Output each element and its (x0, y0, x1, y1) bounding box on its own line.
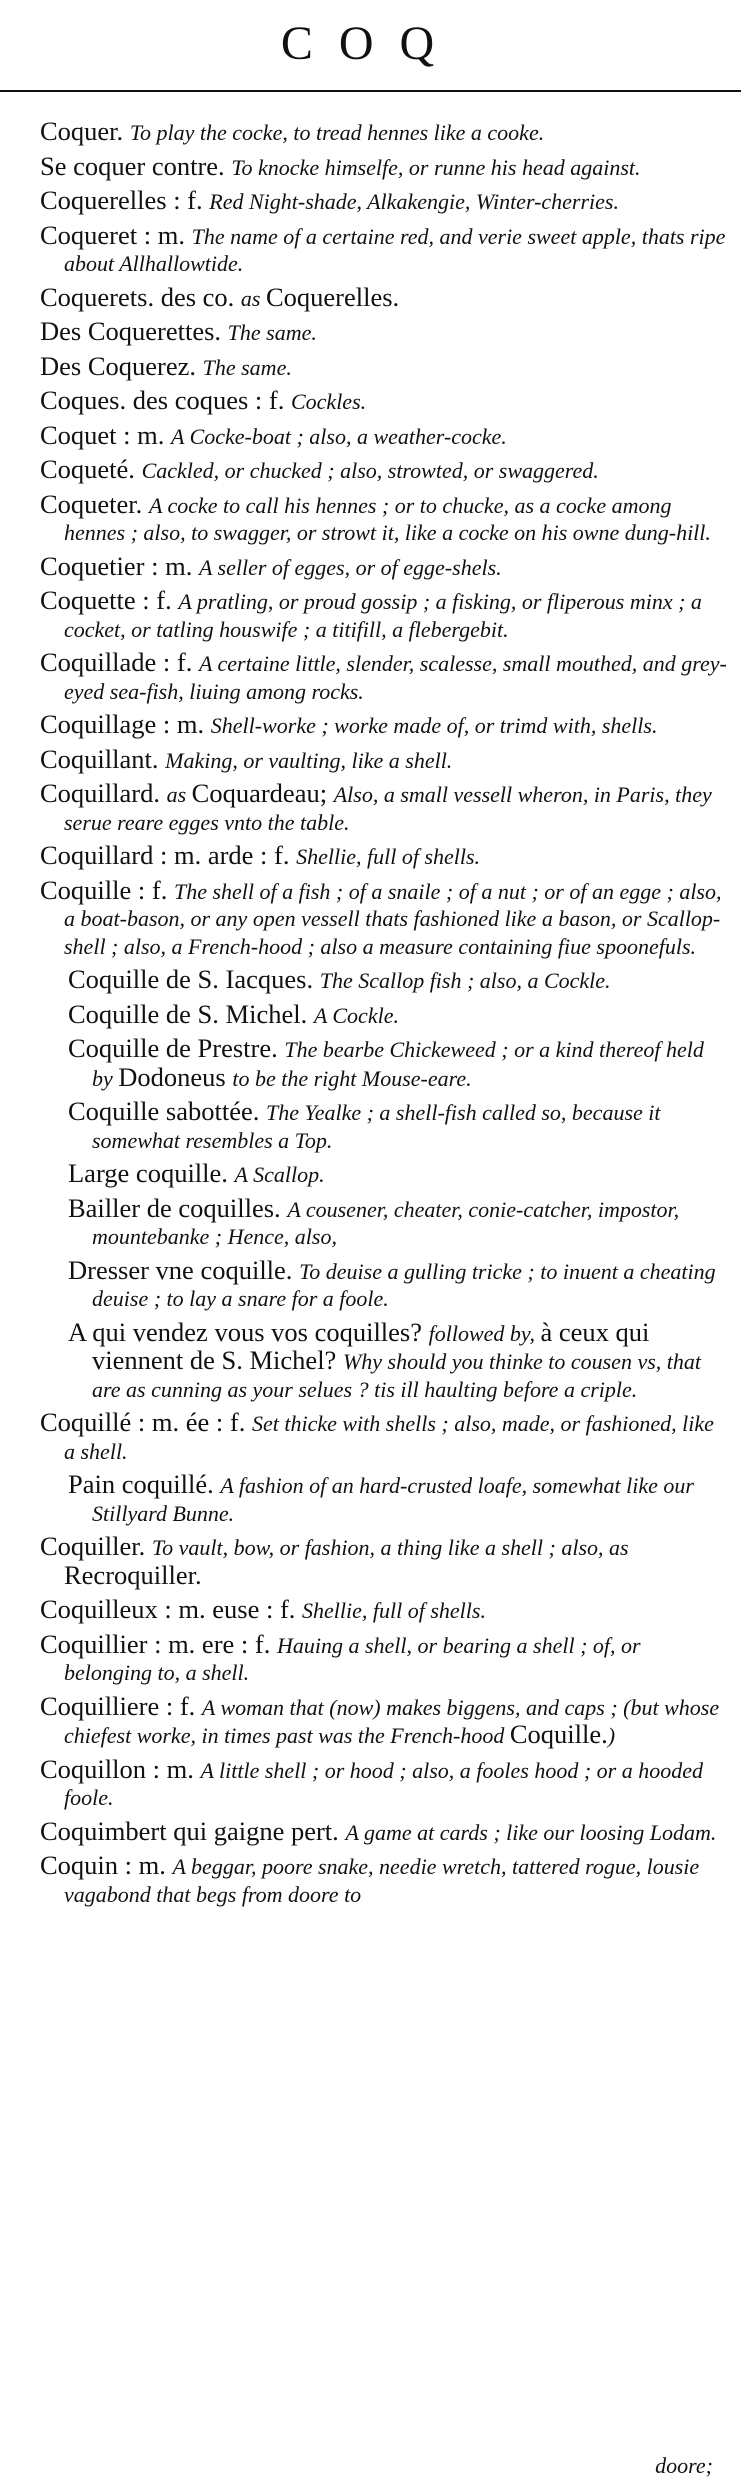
entry-headword: Coquille de S. Michel. (68, 998, 314, 1029)
entry-gloss: A game at cards ; like our loosing Lodam. (345, 1819, 717, 1845)
entry-headword: Coquillier : m. ere : f. (40, 1628, 277, 1659)
dictionary-entry (40, 150, 730, 182)
dictionary-entry (40, 743, 730, 775)
entry-headword: Coquilliere : f. (40, 1690, 202, 1721)
entry-gloss: The name of a certaine red, and verie sweet apple, thats ripe about Allhallowtide. (64, 223, 726, 276)
entry-headword: Large coquille. (68, 1158, 235, 1188)
entry-headword: Bailler de coquilles. (68, 1192, 288, 1223)
entry-gloss: Also, a small vessell wheron, in Paris, they serue reare egges vnto the table. (64, 782, 712, 835)
entry-gloss: To play the cocke, to tread hennes like a cooke. (129, 120, 545, 145)
dictionary-entry (68, 1035, 730, 1092)
entry-gloss: A Cockle. (313, 1002, 399, 1028)
dictionary-entry (40, 281, 730, 313)
entry-headword: Dodoneus (118, 1061, 233, 1092)
entry-gloss: To deuise a gulling tricke ; to inuent a cheating deuise ; to lay a snare for a foole. (92, 1258, 716, 1311)
entry-gloss: Hauing a shell, or bearing a shell ; of, or belonging to, a shell. (64, 1632, 641, 1685)
entry-gloss: to be the right Mouse-eare. (232, 1065, 472, 1091)
entry-headword: Coquette : f. (40, 585, 179, 615)
entry-gloss: Shellie, full of shells. (302, 1598, 486, 1623)
dictionary-entry (40, 1852, 730, 1908)
entry-headword: Des Coquerettes. (40, 316, 228, 346)
dictionary-entry (40, 780, 730, 836)
entry-headword: à ceux qui viennent de S. Michel? (92, 1316, 650, 1375)
dictionary-entry (40, 1533, 730, 1590)
entry-headword: Coquillant. (40, 743, 166, 774)
entry-headword: Coquerets. des co. (40, 281, 241, 312)
dictionary-entry (68, 998, 730, 1030)
dictionary-entry (40, 1690, 730, 1750)
entry-gloss: The Scallop fish ; also, a Cockle. (319, 968, 611, 993)
entry-headword: Coquerelles. (265, 281, 400, 312)
entry-headword: Se coquer contre. (40, 150, 232, 181)
dictionary-entry (40, 1628, 730, 1687)
entry-headword: Coquardeau; (191, 778, 334, 808)
entry-gloss: Making, or vaulting, like a shell. (165, 747, 453, 773)
entry-headword: Coquille. (509, 1719, 608, 1749)
dictionary-entry (40, 318, 730, 347)
page-header (0, 0, 741, 96)
catchword: doore; (655, 2453, 713, 2478)
dictionary-entry (40, 1596, 730, 1625)
entry-headword: Coquerelles : f. (40, 185, 210, 215)
entry-gloss: ) (607, 1723, 616, 1748)
dictionary-entry (40, 118, 730, 147)
dictionary-entry (68, 1098, 730, 1154)
dictionary-entry (40, 350, 730, 382)
entry-gloss: Cockles. (290, 389, 367, 414)
entry-headword: Coques. des coques : f. (40, 385, 291, 415)
entry-headword: A qui vendez vous vos coquilles? (68, 1316, 429, 1347)
entry-gloss: followed by, (428, 1320, 541, 1346)
entry-headword: Pain coquillé. (68, 1469, 221, 1499)
entry-headword: Recroquiller. (64, 1559, 202, 1590)
dictionary-entry (40, 387, 730, 416)
entry-gloss: A pratling, or proud gossip ; a fisking, or fliperous minx ; a cocket, or tatling houswife ; a titifill, a flebergebit. (64, 589, 702, 642)
entry-headword: Coquillade : f. (40, 647, 199, 677)
entry-headword: Coquet : m. (40, 419, 172, 450)
entry-headword: Coquilleux : m. euse : f. (40, 1594, 303, 1624)
entry-headword: Des Coquerez. (40, 350, 203, 381)
entry-gloss: as (240, 285, 266, 311)
entry-headword: Coquillage : m. (40, 709, 211, 739)
entry-gloss: Red Night-shade, Alkakengie, Winter-cherries. (209, 189, 619, 214)
entry-gloss: Shell-worke ; worke made of, or trimd with, shells. (210, 713, 658, 738)
dictionary-entry (40, 1409, 730, 1465)
entry-headword: Coqueté. (40, 454, 142, 484)
entry-gloss: A seller of egges, or of egge-shels. (198, 554, 502, 580)
dictionary-entry (68, 1192, 730, 1251)
entry-gloss: A Scallop. (234, 1162, 325, 1187)
entry-gloss: as (166, 782, 192, 807)
dictionary-entry (40, 1753, 730, 1812)
dictionary-entry (40, 550, 730, 582)
header-rule (0, 90, 741, 92)
dictionary-entry (68, 966, 730, 995)
entry-gloss: The same. (227, 320, 317, 345)
dictionary-entry (40, 219, 730, 278)
entry-headword: Coquetier : m. (40, 550, 199, 581)
entry-headword: Coqueret : m. (40, 219, 192, 250)
dictionary-entry (40, 587, 730, 643)
entry-gloss: The shell of a fish ; of a snaile ; of a nut ; or of an egge ; also, a boat-bason, or any open vessell thats fashioned like a bason, or Scallop-shell ; also, a French-hood ; also a measure containing fiue spoonefuls. (64, 878, 722, 959)
entry-headword: Coquimbert qui gaigne pert. (40, 1815, 346, 1846)
entry-gloss: A little shell ; or hood ; also, a fooles hood ; or a hooded foole. (64, 1757, 704, 1810)
entry-gloss: A certaine little, slender, scalesse, small mouthed, and grey-eyed sea-fish, liuing among rocks. (64, 651, 727, 704)
entry-list (40, 118, 730, 1914)
entry-headword: Dresser vne coquille. (68, 1254, 300, 1285)
running-head: COQ (280, 17, 461, 70)
dictionary-entry (40, 842, 730, 871)
entry-headword: Coquillon : m. (40, 1753, 201, 1784)
dictionary-entry (40, 649, 730, 705)
entry-headword: Coquillard. (40, 778, 167, 808)
dictionary-entry (40, 187, 730, 216)
entry-headword: Coquillard : m. arde : f. (40, 840, 297, 870)
entry-headword: Coquille : f. (40, 874, 174, 905)
dictionary-entry (40, 874, 730, 961)
entry-headword: Coquille sabottée. (68, 1096, 266, 1126)
entry-headword: Coquille de Prestre. (68, 1033, 285, 1063)
dictionary-entry (40, 488, 730, 547)
entry-gloss: Why should you thinke to cousen vs, that are as cunning as your selues ? tis ill haulting before a criple. (92, 1349, 701, 1402)
dictionary-entry (40, 1815, 730, 1847)
entry-gloss: Shellie, full of shells. (296, 844, 481, 869)
dictionary-entry (40, 711, 730, 740)
entry-gloss: A woman that (now) makes biggens, and caps ; (but whose chiefest worke, in times past was the French-hood (64, 1694, 720, 1748)
entry-gloss: Set thicke with shells ; also, made, or fashioned, like a shell. (64, 1411, 714, 1464)
entry-gloss: A Cocke-boat ; also, a weather-cocke. (171, 423, 507, 449)
entry-gloss: The bearbe Chickeweed ; or a kind thereof held by (92, 1037, 704, 1091)
dictionary-entry (68, 1471, 730, 1527)
dictionary-entry (68, 1160, 730, 1189)
entry-headword: Coquille de S. Iacques. (68, 964, 320, 994)
entry-gloss: Cackled, or chucked ; also, strowted, or swaggered. (141, 458, 599, 483)
entry-gloss: A cousener, cheater, conie-catcher, impostor, mountebanke ; Hence, also, (92, 1196, 680, 1249)
entry-gloss: A fashion of an hard-crusted loafe, somewhat like our Stillyard Bunne. (92, 1473, 694, 1526)
entry-gloss: A cocke to call his hennes ; or to chucke, as a cocke among hennes ; also, to swagger, or strowt it, like a cocke on his owne dung-hill. (64, 492, 711, 545)
entry-gloss: A beggar, poore snake, needie wretch, tattered rogue, lousie vagabond that begs from doore to (64, 1854, 700, 1907)
dictionary-entry (40, 419, 730, 451)
entry-headword: Coquer. (40, 116, 130, 146)
entry-gloss: The same. (202, 354, 292, 380)
dictionary-entry (40, 456, 730, 485)
dictionary-entry (68, 1254, 730, 1313)
entry-headword: Coqueter. (40, 488, 149, 519)
entry-headword: Coquiller. (40, 1531, 152, 1561)
entry-headword: Coquin : m. (40, 1850, 173, 1880)
entry-gloss: The Yealke ; a shell-fish called so, because it somewhat resembles a Top. (92, 1100, 661, 1153)
entry-gloss: To knocke himselfe, or runne his head against. (231, 154, 641, 180)
entry-headword: Coquillé : m. ée : f. (40, 1407, 252, 1437)
entry-gloss: To vault, bow, or fashion, a thing like a shell ; also, as (151, 1535, 629, 1560)
dictionary-entry (68, 1316, 730, 1404)
